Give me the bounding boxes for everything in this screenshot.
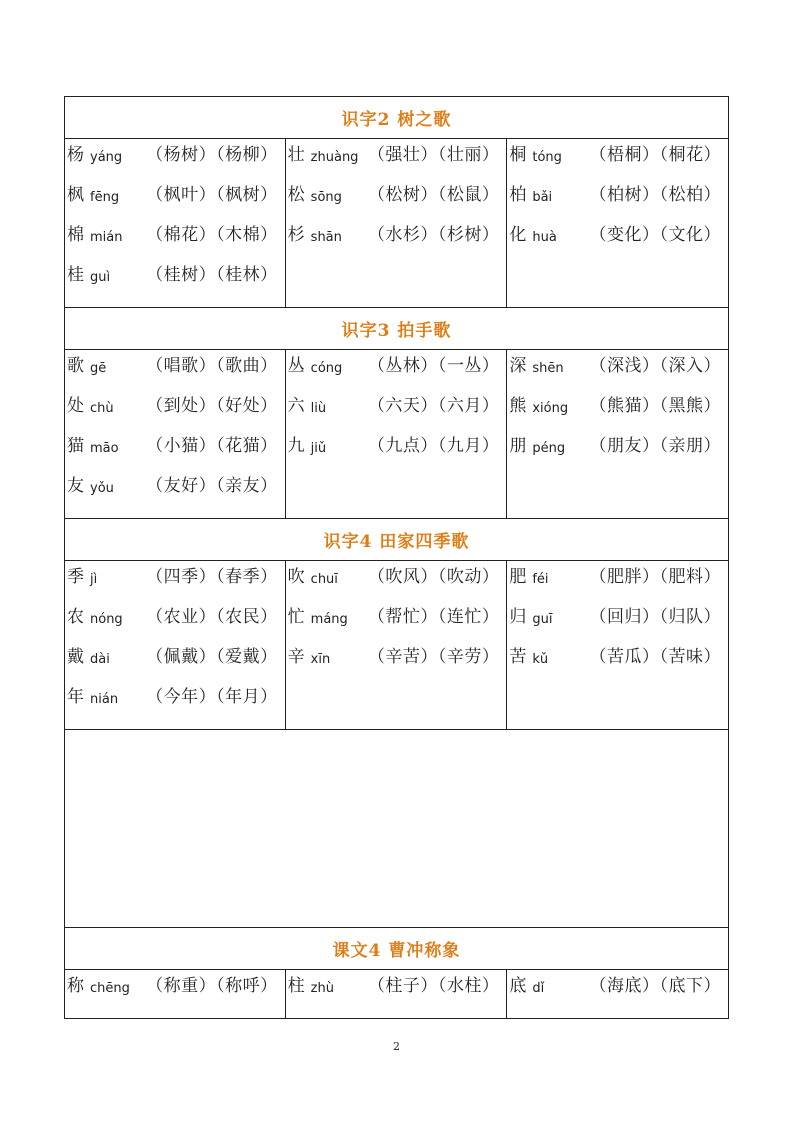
example-words: （辛苦）（辛劳） [367,647,500,667]
example-words: （四季）（春季） [146,567,278,587]
vocab-entry [507,224,728,264]
example-words: （肥胖）（肥料） [589,567,722,587]
example-words: （棉花）（木棉） [146,225,278,245]
vocab-entry [286,144,507,184]
example-words: （梧桐）（桐花） [589,145,722,165]
vocab-entry [65,606,285,646]
example-words: （桂树）（桂林） [146,265,278,285]
vocab-entry [507,144,728,184]
character: 吹 [287,567,305,587]
pinyin: shān [310,230,342,245]
vocab-entry [65,395,285,435]
vocab-entry [507,646,728,686]
example-words: （唱歌）（歌曲） [146,356,278,376]
character: 柏 [509,185,527,205]
vocab-entry [507,355,728,395]
vocab-entry [507,566,728,606]
pinyin: liù [310,401,327,416]
vocab-column [65,561,286,729]
vocab-entry [65,475,285,515]
character: 松 [287,185,305,205]
page-number: 2 [393,1040,400,1053]
pinyin: sōng [310,190,342,205]
example-words: （吹风）（吹动） [367,567,500,587]
example-words: （九点）（九月） [367,436,500,456]
vocab-entry [286,606,507,646]
character: 戴 [67,647,84,667]
vocab-entry [286,435,507,475]
vocab-column [507,970,729,1018]
pinyin: cóng [310,361,343,376]
vocab-entry [65,355,285,395]
vocab-column [286,561,508,729]
vocab-entry [507,435,728,475]
pinyin: chuī [310,572,338,587]
character: 枫 [67,185,84,205]
example-words: （称重）（称呼） [146,976,278,996]
vocab-entry [286,395,507,435]
pinyin: gē [90,361,107,376]
character: 农 [67,607,84,627]
character: 歌 [67,356,84,376]
character: 归 [509,607,527,627]
character: 朋 [509,436,527,456]
character: 壮 [287,145,305,165]
pinyin: zhuàng [310,150,359,165]
example-words: （帮忙）（连忙） [367,607,500,627]
character: 棉 [67,225,84,245]
character: 辛 [287,647,305,667]
section-body [64,350,729,519]
section-body [64,139,729,308]
character: 六 [287,396,305,416]
section-title: 识字4 田家四季歌 [64,519,729,561]
character: 深 [509,356,527,376]
pinyin: yǒu [90,481,114,496]
vocab-entry [286,975,507,1015]
pinyin: máng [310,612,348,627]
example-words: （六天）（六月） [367,396,500,416]
vocab-entry [286,566,507,606]
pinyin: jì [90,572,98,587]
example-words: （强壮）（壮丽） [367,145,500,165]
character: 处 [67,396,84,416]
vocab-entry [286,355,507,395]
example-words: （友好）（亲友） [146,476,278,496]
example-words: （朋友）（亲朋） [589,436,722,456]
character: 苦 [509,647,527,667]
pinyin: guì [90,270,111,285]
example-words: （变化）（文化） [589,225,722,245]
vocab-entry [65,264,285,304]
character: 桐 [509,145,527,165]
pinyin: dài [90,652,110,667]
example-words: （农业）（农民） [146,607,278,627]
section-title: 识字2 树之歌 [64,96,729,139]
vocab-column [286,350,508,518]
character: 友 [67,476,84,496]
vocab-column [507,350,729,518]
pinyin: chēng [90,981,130,996]
vocab-entry [286,184,507,224]
vocab-entry [65,566,285,606]
example-words: （熊猫）（黑熊） [589,396,722,416]
pinyin: shēn [532,361,564,376]
pinyin: nóng [90,612,123,627]
pinyin: bǎi [532,190,553,205]
section-body [64,561,729,730]
example-words: （苦瓜）（苦味） [589,647,722,667]
character: 柱 [287,976,305,996]
pinyin: guī [532,612,553,627]
vocab-column [507,139,729,307]
character: 称 [67,976,84,996]
pinyin: féi [532,572,549,587]
vocab-table [64,96,729,1019]
vocab-entry [286,646,507,686]
vocab-entry [507,606,728,646]
vocab-entry [65,646,285,686]
pinyin: tóng [532,150,562,165]
character: 化 [509,225,527,245]
example-words: （到处）（好处） [146,396,278,416]
pinyin: dǐ [532,981,545,996]
example-words: （柱子）（水柱） [367,976,500,996]
character: 年 [67,687,84,707]
example-words: （丛林）（一丛） [367,356,500,376]
example-words: （深浅）（深入） [589,356,722,376]
section-title: 识字3 拍手歌 [64,308,729,350]
pinyin: fēng [90,190,120,205]
pinyin: zhù [310,981,334,996]
example-words: （海底）（底下） [589,976,722,996]
character: 杉 [287,225,305,245]
vocab-column [507,561,729,729]
example-words: （松树）（松鼠） [367,185,500,205]
vocab-entry [507,975,728,1015]
vocab-entry [65,975,285,1015]
example-words: （回归）（归队） [589,607,722,627]
example-words: （今年）（年月） [146,687,278,707]
example-words: （水杉）（杉树） [367,225,500,245]
vocab-column [286,139,508,307]
section-body [64,970,729,1019]
pinyin: xīn [310,652,331,667]
example-words: （杨树）（杨柳） [146,145,278,165]
example-words: （佩戴）（爱戴） [146,647,278,667]
vocab-entry [286,224,507,264]
pinyin: kǔ [532,652,549,667]
pinyin: māo [90,441,119,456]
vocab-entry [507,395,728,435]
vocab-column [65,139,286,307]
pinyin: xióng [532,401,569,416]
section-title: 课文4 曹冲称象 [64,928,729,970]
pinyin: chù [90,401,114,416]
vocab-entry [65,184,285,224]
character: 忙 [287,607,305,627]
vocab-entry [65,435,285,475]
example-words: （小猫）（花猫） [146,436,278,456]
vocab-entry [65,686,285,726]
pinyin: mián [90,230,123,245]
vocab-entry [65,144,285,184]
character: 桂 [67,265,84,285]
character: 熊 [509,396,527,416]
pinyin: yáng [90,150,123,165]
vocab-column [286,970,508,1018]
character: 九 [287,436,305,456]
character: 季 [67,567,84,587]
character: 肥 [509,567,527,587]
character: 猫 [67,436,84,456]
pinyin: nián [90,692,119,707]
vocab-column [65,970,286,1018]
vocab-entry [507,184,728,224]
pinyin: huà [532,230,557,245]
pinyin: jiǔ [310,441,327,456]
blank-area [64,730,729,928]
character: 杨 [67,145,84,165]
character: 底 [509,976,527,996]
vocab-column [65,350,286,518]
vocab-entry [65,224,285,264]
character: 丛 [287,356,305,376]
pinyin: péng [532,441,566,456]
example-words: （柏树）（松柏） [589,185,722,205]
example-words: （枫叶）（枫树） [146,185,278,205]
